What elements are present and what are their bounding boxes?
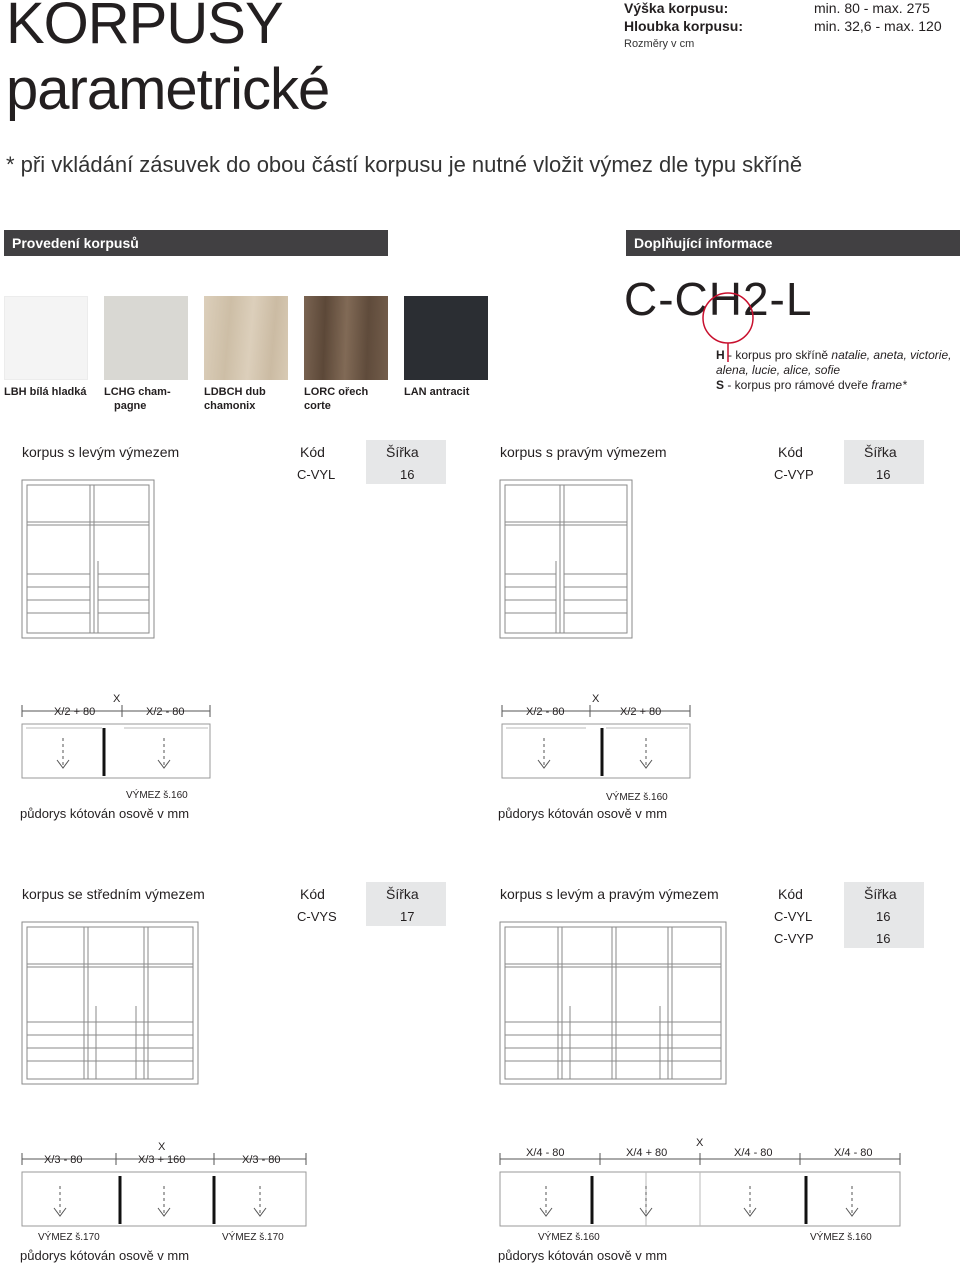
- dim-label-3: X/3 - 80: [242, 1154, 281, 1166]
- swatch-lbh: [4, 296, 88, 380]
- vymez-label-right: VÝMEZ š.160: [810, 1232, 872, 1243]
- swatch-ldbch: [204, 296, 288, 380]
- sirka-cell: 16: [876, 467, 891, 482]
- section-title: korpus se středním výmezem: [22, 886, 205, 902]
- sirka-cell: 17: [400, 909, 415, 924]
- page-title: KORPUSY: [6, 0, 283, 56]
- vymez-label-left: VÝMEZ š.160: [538, 1232, 600, 1243]
- dim-label-1: X/4 - 80: [526, 1147, 565, 1159]
- dim-label-4: X/4 - 80: [834, 1147, 873, 1159]
- floor-plan: [496, 1136, 908, 1236]
- sirka-header: Šířka: [864, 444, 897, 460]
- vymez-label: VÝMEZ š.160: [606, 792, 668, 803]
- swatch-label-lbh: LBH bílá hladká: [4, 386, 87, 398]
- sirka-cell-1: 16: [876, 909, 891, 924]
- units-note: Rozměry v cm: [624, 38, 695, 50]
- dim-label-2: X/2 - 80: [146, 706, 185, 718]
- swatch-label-ldbch: LDBCH dub chamonix: [204, 386, 266, 412]
- sirka-header: Šířka: [386, 444, 419, 460]
- dim-label-2: X/2 + 80: [620, 706, 662, 718]
- section-title: korpus s levým výmezem: [22, 444, 180, 460]
- kod-header: Kód: [300, 444, 325, 460]
- dim-label-2: X/4 + 80: [626, 1147, 668, 1159]
- cabinet-front-view: [496, 918, 732, 1090]
- vymez-label: VÝMEZ š.160: [126, 790, 188, 801]
- floor-plan: [18, 688, 218, 788]
- sirka-header: Šířka: [864, 886, 897, 902]
- swatch-label-lan: LAN antracit: [404, 386, 470, 398]
- cabinet-front-view: [18, 918, 204, 1090]
- sirka-header: Šířka: [386, 886, 419, 902]
- section-title: korpus s pravým výmezem: [500, 444, 667, 460]
- page-subtitle: parametrické: [6, 57, 330, 122]
- dim-label-3: X/4 - 80: [734, 1147, 773, 1159]
- height-value: min. 80 - max. 275: [814, 0, 930, 16]
- x-label: X: [113, 693, 121, 705]
- x-label: X: [158, 1141, 166, 1153]
- drawer-note: * při vkládání zásuvek do obou částí korpusu je nutné vložit výmez dle typu skříně: [6, 152, 803, 177]
- kod-cell: C-VYP: [774, 467, 814, 482]
- kod-cell: C-VYS: [297, 909, 337, 924]
- code-example: C-CH2-L: [624, 273, 813, 325]
- footnote: půdorys kótován osově v mm: [498, 806, 668, 821]
- dim-label-2: X/3 + 160: [138, 1154, 186, 1166]
- depth-label: Hloubka korpusu:: [624, 18, 744, 34]
- additional-info-bar: Doplňující informace: [626, 230, 960, 256]
- section-title: korpus s levým a pravým výmezem: [500, 886, 719, 902]
- info-h: H - korpus pro skříně natalie, aneta, victorie, alena, lucie, alice, sofie: [716, 348, 952, 377]
- cabinet-front-view: [18, 476, 164, 646]
- swatch-lan: [404, 296, 488, 380]
- kod-cell-1: C-VYL: [774, 909, 813, 924]
- info-s: S - korpus pro rámové dveře frame*: [716, 378, 907, 392]
- height-label: Výška korpusu:: [624, 0, 729, 16]
- sirka-cell: 16: [400, 467, 415, 482]
- finishes-bar: Provedení korpusů: [4, 230, 388, 256]
- cabinet-front-view: [496, 476, 642, 646]
- footnote: půdorys kótován osově v mm: [20, 806, 190, 821]
- depth-value: min. 32,6 - max. 120: [814, 18, 942, 34]
- floor-plan: [18, 1136, 318, 1236]
- kod-header: Kód: [778, 886, 803, 902]
- swatch-lorc: [304, 296, 388, 380]
- vymez-label-right: VÝMEZ š.170: [222, 1232, 284, 1243]
- sirka-cell-2: 16: [876, 931, 891, 946]
- swatch-lchg: [104, 296, 188, 380]
- swatch-label-lorc: LORC ořech corte: [304, 386, 369, 412]
- kod-cell: C-VYL: [297, 467, 336, 482]
- footnote: půdorys kótován osově v mm: [498, 1248, 668, 1263]
- dim-label-1: X/2 + 80: [54, 706, 96, 718]
- kod-header: Kód: [300, 886, 325, 902]
- footnote: půdorys kótován osově v mm: [20, 1248, 190, 1263]
- floor-plan: [498, 688, 698, 788]
- swatch-label-lchg: LCHG cham- pagne: [104, 386, 171, 412]
- x-label: X: [696, 1137, 704, 1149]
- x-label: X: [592, 693, 600, 705]
- dim-label-1: X/2 - 80: [526, 706, 565, 718]
- dim-label-1: X/3 - 80: [44, 1154, 83, 1166]
- kod-cell-2: C-VYP: [774, 931, 814, 946]
- vymez-label-left: VÝMEZ š.170: [38, 1232, 100, 1243]
- kod-header: Kód: [778, 444, 803, 460]
